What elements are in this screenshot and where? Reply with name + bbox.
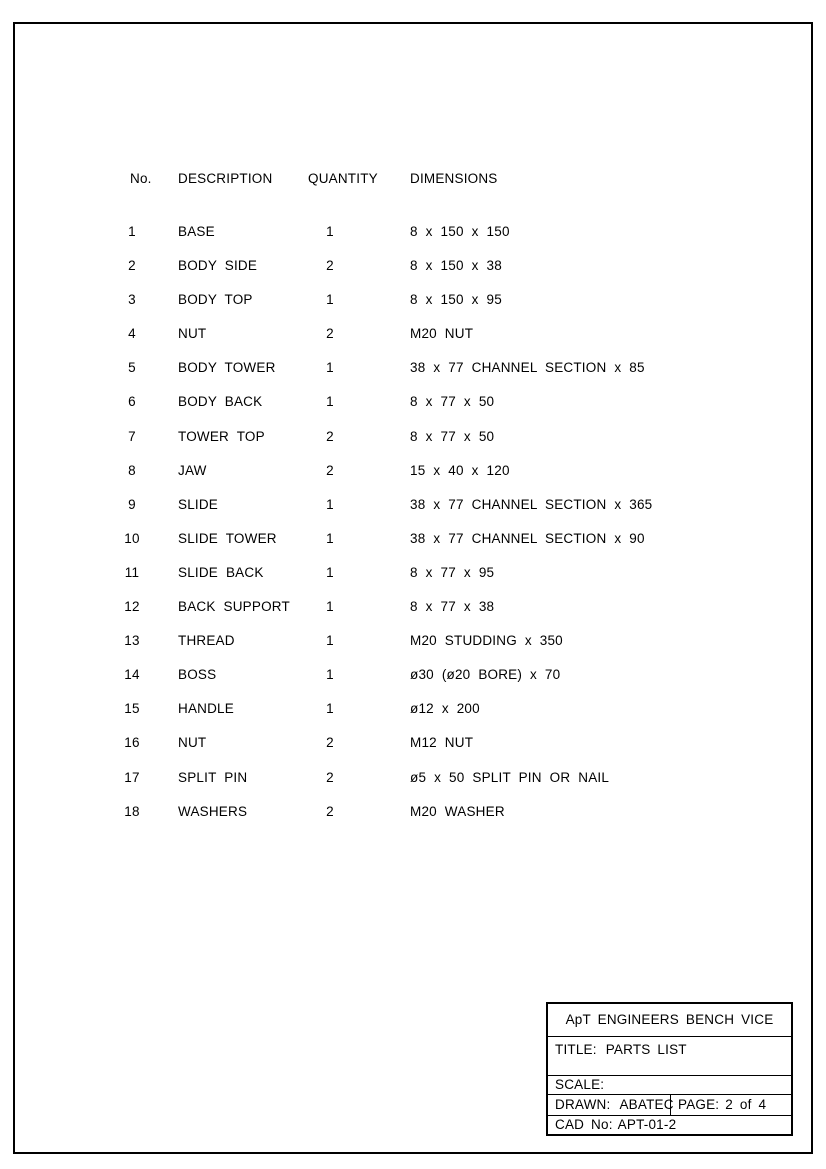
cell-dimensions: ø5 x 50 SPLIT PIN OR NAIL <box>410 769 610 785</box>
page-label: PAGE: <box>678 1096 720 1112</box>
cell-description: JAW <box>178 462 207 478</box>
cell-dimensions: 38 x 77 CHANNEL SECTION x 90 <box>410 530 645 546</box>
cell-quantity: 1 <box>326 564 334 580</box>
drawn-page-row <box>548 1095 791 1117</box>
cell-no: 7 <box>128 428 136 444</box>
cell-dimensions: 8 x 77 x 50 <box>410 428 495 444</box>
scale-row <box>548 1076 791 1095</box>
cad-no-row <box>548 1116 791 1134</box>
cell-quantity: 1 <box>326 496 334 512</box>
header-quantity: QUANTITY <box>308 171 378 186</box>
cell-dimensions: M20 STUDDING x 350 <box>410 633 563 649</box>
cell-description: BASE <box>178 224 215 239</box>
cell-quantity: 1 <box>326 360 334 376</box>
cell-quantity: 2 <box>326 258 334 274</box>
drawn-cell <box>548 1095 674 1116</box>
cell-dimensions: 15 x 40 x 120 <box>410 462 510 478</box>
cell-no: 8 <box>128 462 136 478</box>
cell-no: 17 <box>124 769 140 785</box>
cell-dimensions: M20 WASHER <box>410 803 505 819</box>
cell-quantity: 1 <box>326 224 334 239</box>
cell-quantity: 1 <box>326 599 334 615</box>
cell-quantity: 2 <box>326 326 334 342</box>
cell-dimensions: 8 x 77 x 95 <box>410 564 495 580</box>
cell-quantity: 1 <box>326 394 334 410</box>
cell-dimensions: 38 x 77 CHANNEL SECTION x 365 <box>410 496 653 512</box>
cell-description: NUT <box>178 735 207 751</box>
cell-no: 15 <box>124 701 140 717</box>
cell-dimensions: ø12 x 200 <box>410 701 480 717</box>
cad-no-label: CAD No: <box>555 1117 613 1132</box>
header-dimensions: DIMENSIONS <box>410 171 498 186</box>
cell-no: 10 <box>124 530 140 546</box>
cell-description: HANDLE <box>178 701 234 717</box>
cell-no: 4 <box>128 326 136 342</box>
cell-description: NUT <box>178 326 207 342</box>
company-name: ApT ENGINEERS BENCH VICE <box>548 1004 791 1037</box>
drawn-label: DRAWN: <box>555 1096 611 1112</box>
cell-description: TOWER TOP <box>178 428 265 444</box>
cell-description: BODY TOP <box>178 292 253 308</box>
cell-no: 11 <box>124 564 140 580</box>
cell-quantity: 2 <box>326 769 334 785</box>
cell-description: SLIDE <box>178 496 219 512</box>
page-border <box>13 22 813 1154</box>
cell-dimensions: ø30 (ø20 BORE) x 70 <box>410 667 561 683</box>
cell-dimensions: M20 NUT <box>410 326 474 342</box>
drawn-value: ABATEC <box>619 1096 674 1112</box>
cell-quantity: 1 <box>326 701 334 717</box>
title-value: PARTS LIST <box>605 1041 687 1057</box>
title-block <box>546 1002 793 1136</box>
cell-dimensions: 8 x 150 x 38 <box>410 258 502 274</box>
cell-quantity: 1 <box>326 292 334 308</box>
cell-dimensions: 8 x 77 x 38 <box>410 599 495 615</box>
cell-description: THREAD <box>178 633 235 649</box>
cell-quantity: 1 <box>326 530 334 546</box>
title-label: TITLE: <box>555 1041 597 1057</box>
cell-no: 14 <box>124 667 140 683</box>
title-row <box>548 1037 791 1077</box>
cell-description: SLIDE BACK <box>178 564 264 580</box>
cell-description: BODY TOWER <box>178 360 276 376</box>
cell-no: 3 <box>128 292 136 308</box>
cell-description: SLIDE TOWER <box>178 530 277 546</box>
cell-description: BOSS <box>178 667 217 683</box>
cell-quantity: 2 <box>326 735 334 751</box>
cell-description: BODY BACK <box>178 394 263 410</box>
cad-no-value: APT-01-2 <box>617 1117 677 1132</box>
cell-quantity: 2 <box>326 462 334 478</box>
cell-no: 12 <box>124 599 140 615</box>
cell-dimensions: 8 x 150 x 95 <box>410 292 502 308</box>
cell-quantity: 1 <box>326 667 334 683</box>
cell-no: 6 <box>128 394 136 410</box>
cell-no: 1 <box>128 224 136 239</box>
cell-quantity: 2 <box>326 428 334 444</box>
scale-label: SCALE: <box>555 1076 605 1092</box>
cell-description: WASHERS <box>178 803 248 819</box>
cell-description: BACK SUPPORT <box>178 599 290 615</box>
header-no: No. <box>130 171 152 186</box>
cell-no: 9 <box>128 496 136 512</box>
cell-dimensions: 38 x 77 CHANNEL SECTION x 85 <box>410 360 645 376</box>
cell-dimensions: 8 x 150 x 150 <box>410 224 510 239</box>
cell-no: 13 <box>124 633 140 649</box>
header-description: DESCRIPTION <box>178 171 273 186</box>
cell-description: SPLIT PIN <box>178 769 248 785</box>
cell-no: 18 <box>124 803 140 819</box>
cell-quantity: 2 <box>326 803 334 819</box>
page-cell <box>671 1095 791 1116</box>
cell-no: 2 <box>128 258 136 274</box>
cell-dimensions: M12 NUT <box>410 735 474 751</box>
cell-description: BODY SIDE <box>178 258 258 274</box>
cell-no: 16 <box>124 735 140 751</box>
cell-quantity: 1 <box>326 633 334 649</box>
page-value: 2 of 4 <box>725 1096 767 1112</box>
cell-no: 5 <box>128 360 136 376</box>
cell-dimensions: 8 x 77 x 50 <box>410 394 495 410</box>
